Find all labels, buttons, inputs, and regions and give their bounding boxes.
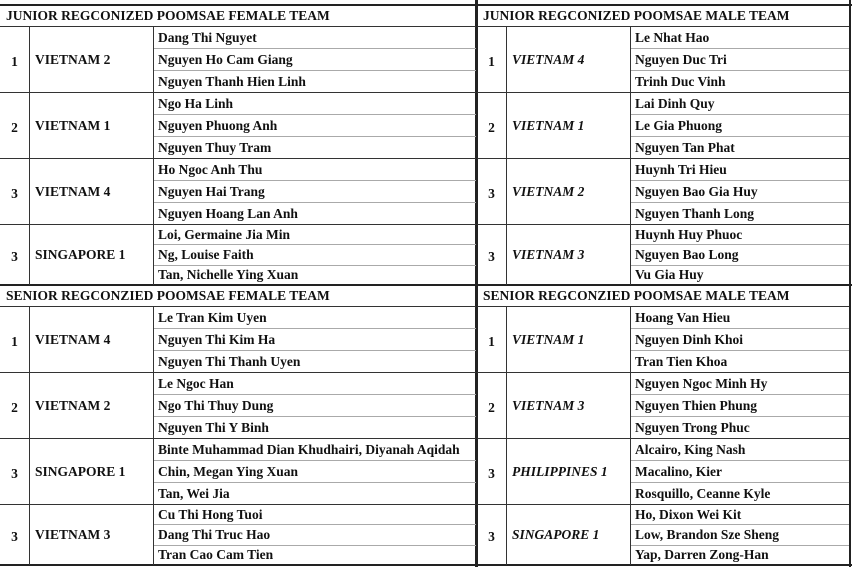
section-title: SENIOR REGCONZIED POOMSAE MALE TEAM	[477, 285, 849, 307]
rank-cell: 3	[0, 159, 30, 224]
team-entry-row	[477, 373, 849, 439]
member-name: Ng, Louise Faith	[154, 245, 476, 265]
team-name-cell: PHILIPPINES 1	[507, 439, 631, 504]
team-name-cell: VIETNAM 2	[30, 27, 154, 92]
member-name: Dang Thi Truc Hao	[154, 525, 476, 545]
member-name: Nguyen Phuong Anh	[154, 115, 476, 137]
rank-cell: 3	[0, 439, 30, 504]
team-entry-row	[0, 225, 476, 285]
rank-cell: 2	[477, 373, 507, 438]
team-name-cell: VIETNAM 3	[30, 505, 154, 565]
members-cell	[631, 27, 849, 92]
team-name-cell: VIETNAM 1	[507, 307, 631, 372]
member-name: Nguyen Ngoc Minh Hy	[631, 373, 849, 395]
team-entry-row	[477, 439, 849, 505]
members-cell	[631, 439, 849, 504]
team-entry-row	[477, 93, 849, 159]
members-cell	[154, 159, 476, 224]
section-title: JUNIOR REGCONIZED POOMSAE FEMALE TEAM	[0, 5, 476, 27]
member-name: Ho, Dixon Wei Kit	[631, 505, 849, 525]
right-border	[849, 0, 851, 567]
team-entry-row	[0, 159, 476, 225]
member-name: Nguyen Hai Trang	[154, 181, 476, 203]
member-name: Nguyen Ho Cam Giang	[154, 49, 476, 71]
junior-female-team-table	[0, 5, 476, 285]
team-name-cell: VIETNAM 4	[507, 27, 631, 92]
members-cell	[631, 93, 849, 158]
members-cell	[631, 307, 849, 372]
members-cell	[154, 307, 476, 372]
member-name: Ngo Thi Thuy Dung	[154, 395, 476, 417]
member-name: Loi, Germaine Jia Min	[154, 225, 476, 245]
member-name: Nguyen Thien Phung	[631, 395, 849, 417]
member-name: Cu Thi Hong Tuoi	[154, 505, 476, 525]
member-name: Le Ngoc Han	[154, 373, 476, 395]
team-name-cell: SINGAPORE 1	[507, 505, 631, 565]
team-entry-row	[0, 505, 476, 565]
member-name: Ngo Ha Linh	[154, 93, 476, 115]
rank-cell: 3	[477, 505, 507, 565]
member-name: Hoang Van Hieu	[631, 307, 849, 329]
member-name: Le Tran Kim Uyen	[154, 307, 476, 329]
members-cell	[154, 373, 476, 438]
members-cell	[154, 225, 476, 285]
member-name: Nguyen Bao Gia Huy	[631, 181, 849, 203]
member-name: Huynh Huy Phuoc	[631, 225, 849, 245]
section-title: JUNIOR REGCONIZED POOMSAE MALE TEAM	[477, 5, 849, 27]
member-name: Nguyen Thuy Tram	[158, 139, 272, 155]
member-name: Le Nhat Hao	[631, 27, 849, 49]
member-name: Huynh Tri Hieu	[631, 159, 849, 181]
member-name: Nguyen Tan Phat	[635, 139, 735, 155]
members-cell	[631, 159, 849, 224]
members-cell	[154, 439, 476, 504]
member-name: Chin, Megan Ying Xuan	[154, 461, 476, 483]
team-name-cell: SINGAPORE 1	[30, 439, 154, 504]
rank-cell: 1	[477, 27, 507, 92]
member-name: Nguyen Hoang Lan Anh	[158, 205, 298, 221]
member-name: Binte Muhammad Dian Khudhairi, Diyanah Aqidah	[154, 439, 476, 461]
team-entry-row	[477, 27, 849, 93]
team-name-cell: VIETNAM 1	[507, 93, 631, 158]
member-name: Nguyen Trong Phuc	[635, 419, 750, 435]
member-name: Le Gia Phuong	[631, 115, 849, 137]
rank-cell: 2	[0, 93, 30, 158]
senior-female-team-table	[0, 285, 476, 565]
team-name-cell: VIETNAM 1	[30, 93, 154, 158]
team-entry-row	[0, 373, 476, 439]
team-entry-row	[0, 439, 476, 505]
team-entry-row	[0, 27, 476, 93]
team-entry-row	[477, 225, 849, 285]
member-name: Tan, Wei Jia	[158, 485, 230, 501]
member-name: Nguyen Dinh Khoi	[631, 329, 849, 351]
team-entry-row	[0, 93, 476, 159]
member-name: Tran Tien Khoa	[635, 353, 728, 369]
member-name: Nguyen Duc Tri	[631, 49, 849, 71]
rank-cell: 2	[477, 93, 507, 158]
rank-cell: 1	[0, 307, 30, 372]
team-name-cell: VIETNAM 4	[30, 159, 154, 224]
rank-cell: 3	[0, 225, 30, 285]
member-name: Dang Thi Nguyet	[154, 27, 476, 49]
team-entry-row	[477, 159, 849, 225]
member-name: Macalino, Kier	[631, 461, 849, 483]
rank-cell: 1	[0, 27, 30, 92]
member-name: Tan, Nichelle Ying Xuan	[158, 267, 299, 283]
team-name-cell: VIETNAM 4	[30, 307, 154, 372]
member-name: Ho Ngoc Anh Thu	[154, 159, 476, 181]
member-name: Vu Gia Huy	[635, 267, 704, 283]
members-cell	[154, 93, 476, 158]
rank-cell: 3	[477, 159, 507, 224]
member-name: Low, Brandon Sze Sheng	[631, 525, 849, 545]
member-name: Trinh Duc Vinh	[635, 73, 726, 89]
team-entry-row	[0, 307, 476, 373]
members-cell	[631, 505, 849, 565]
members-cell	[631, 225, 849, 285]
member-name: Tran Cao Cam Tien	[158, 547, 274, 563]
members-cell	[631, 373, 849, 438]
team-name-cell: VIETNAM 3	[507, 225, 631, 285]
team-name-cell: VIETNAM 2	[507, 159, 631, 224]
team-entry-row	[477, 307, 849, 373]
member-name: Lai Dinh Quy	[631, 93, 849, 115]
member-name: Nguyen Thi Thanh Uyen	[158, 353, 301, 369]
rank-cell: 3	[477, 225, 507, 285]
rank-cell: 1	[477, 307, 507, 372]
junior-male-team-table	[477, 5, 849, 285]
member-name: Yap, Darren Zong-Han	[635, 547, 769, 563]
team-name-cell: SINGAPORE 1	[30, 225, 154, 285]
member-name: Rosquillo, Ceanne Kyle	[635, 485, 771, 501]
member-name: Nguyen Thanh Long	[635, 205, 755, 221]
member-name: Nguyen Thi Kim Ha	[154, 329, 476, 351]
member-name: Alcairo, King Nash	[631, 439, 849, 461]
members-cell	[154, 505, 476, 565]
team-entry-row	[477, 505, 849, 565]
senior-male-team-table	[477, 285, 849, 565]
team-name-cell: VIETNAM 3	[507, 373, 631, 438]
rank-cell: 3	[477, 439, 507, 504]
section-title: SENIOR REGCONZIED POOMSAE FEMALE TEAM	[0, 285, 476, 307]
team-name-cell: VIETNAM 2	[30, 373, 154, 438]
member-name: Nguyen Thanh Hien Linh	[158, 73, 306, 89]
rank-cell: 2	[0, 373, 30, 438]
members-cell	[154, 27, 476, 92]
member-name: Nguyen Bao Long	[631, 245, 849, 265]
member-name: Nguyen Thi Y Binh	[158, 419, 269, 435]
rank-cell: 3	[0, 505, 30, 565]
